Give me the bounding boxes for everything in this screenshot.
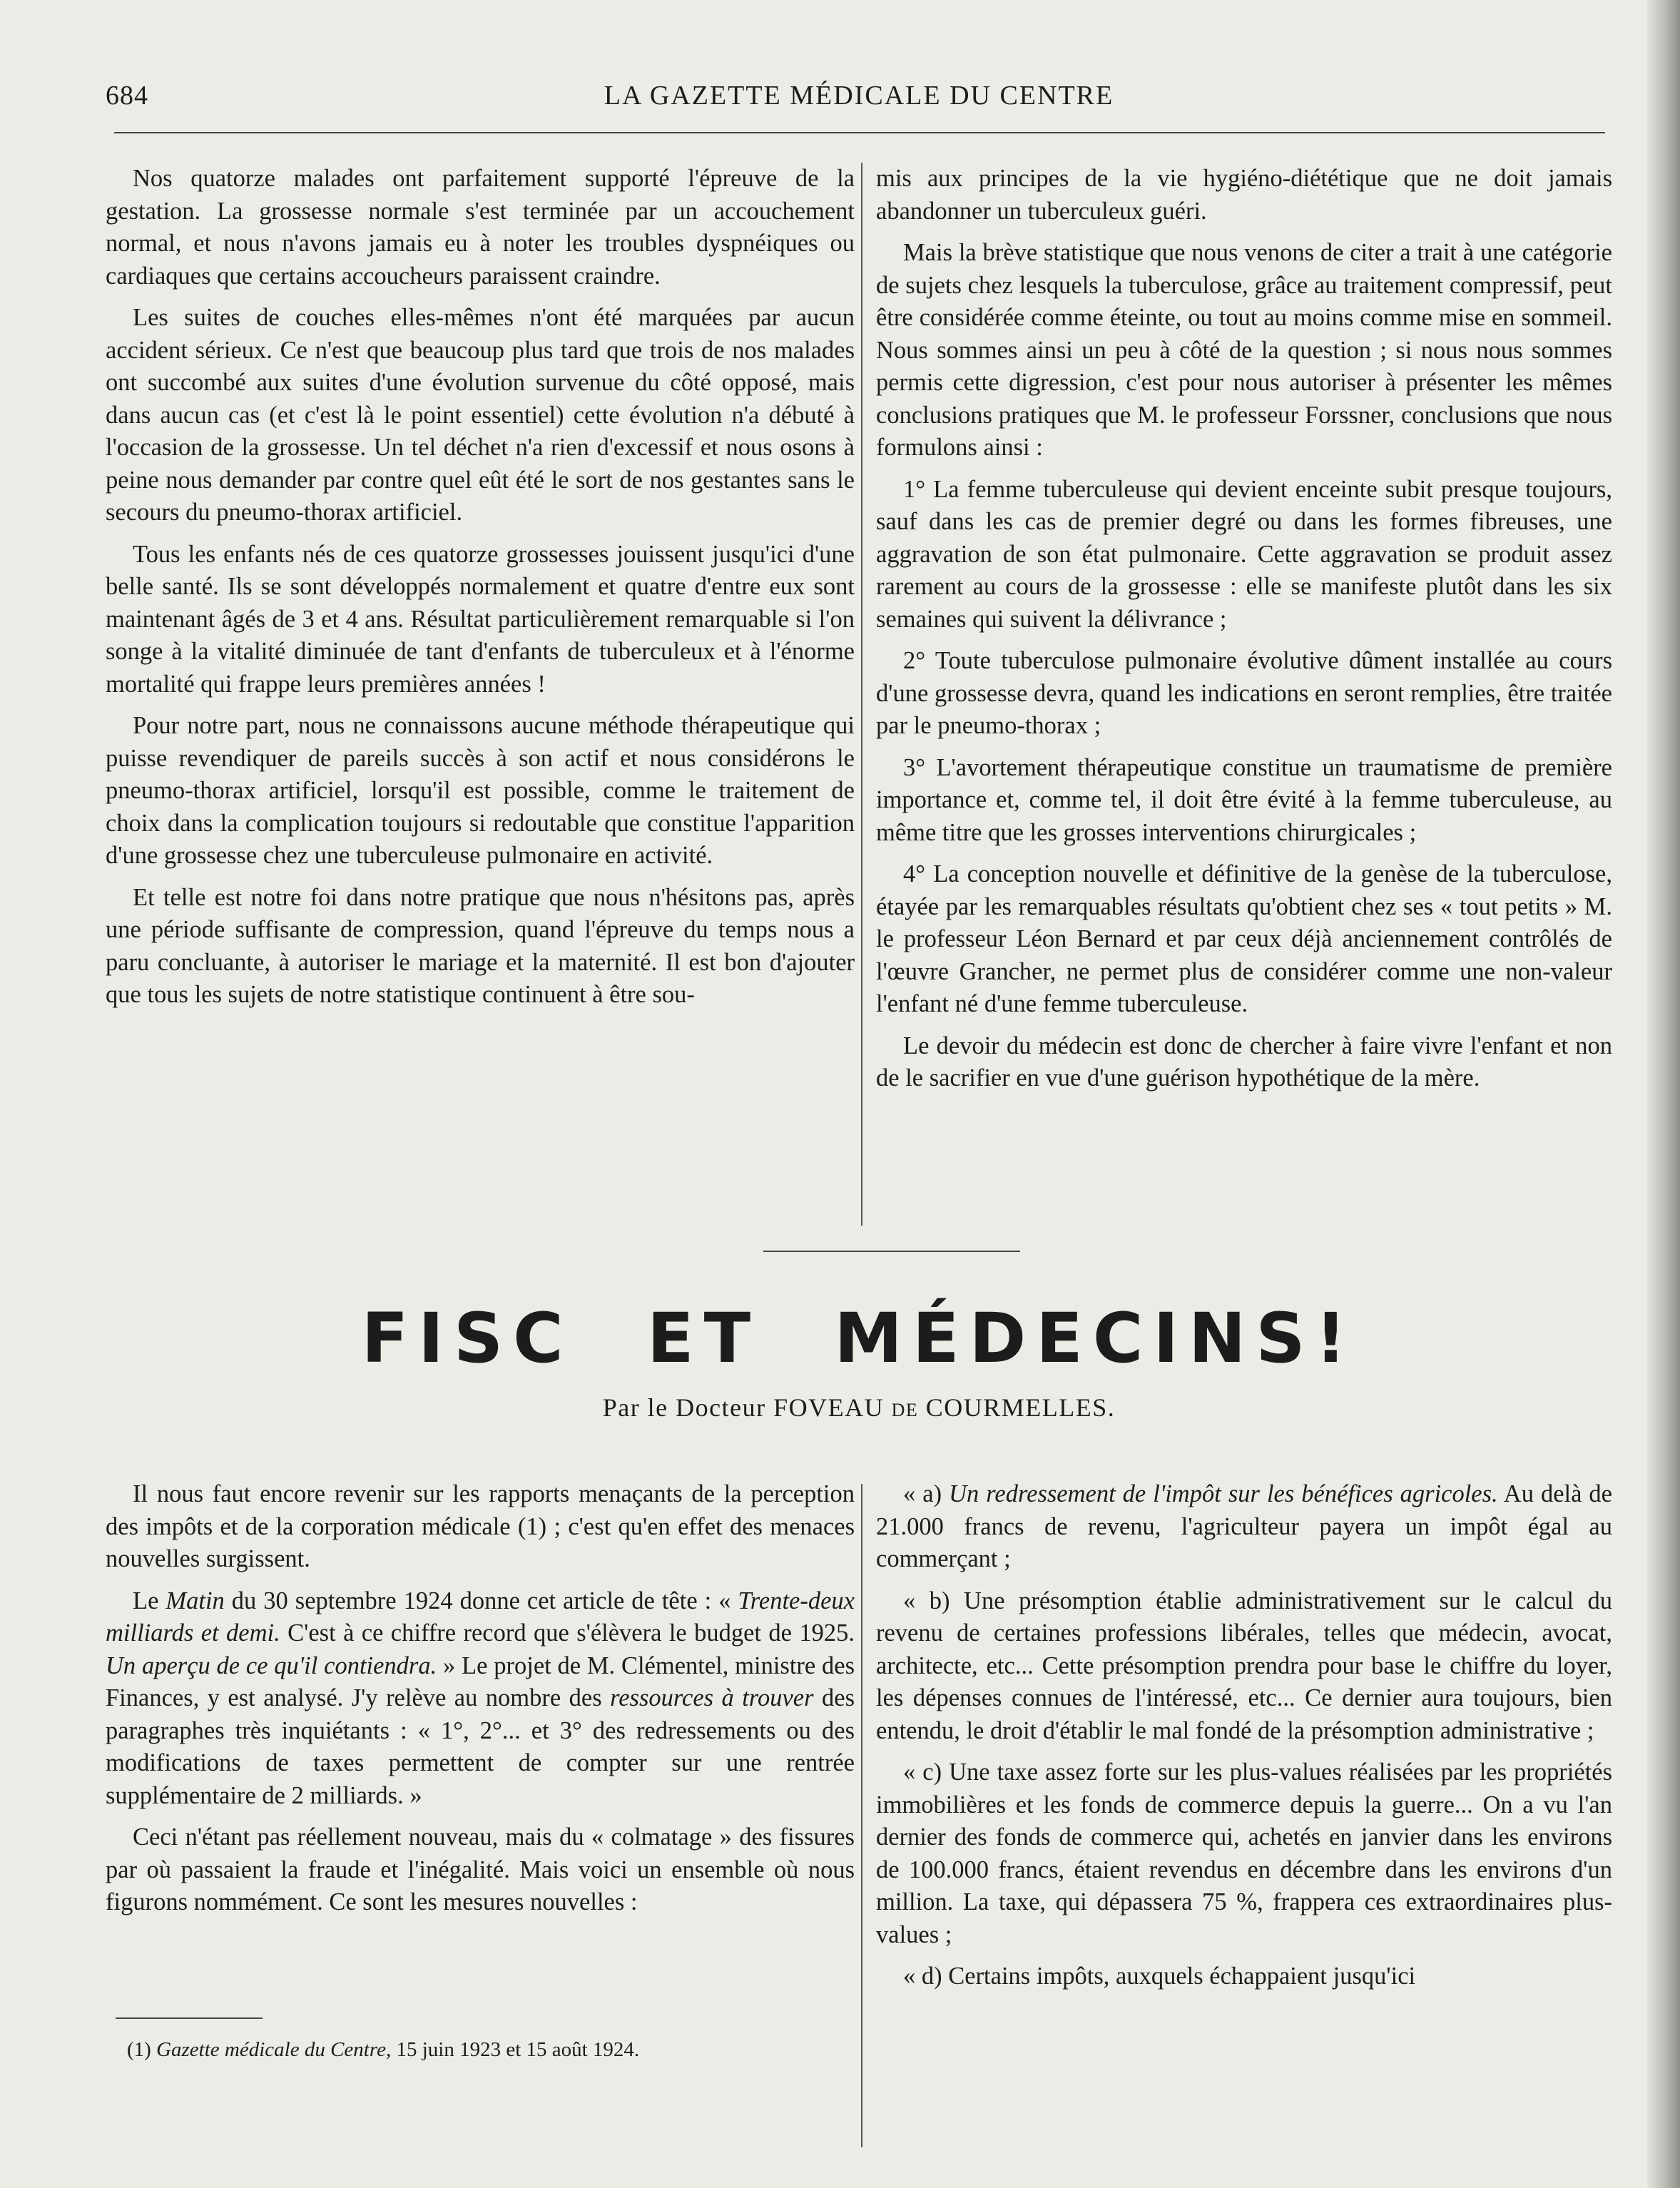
emphasis: ressources à trouver <box>610 1684 814 1711</box>
paragraph: Nos quatorze malades ont parfaitement supporté l'épreuve de la gestation. La grossesse normale s'est terminée par un accouchement normal, et nous n'avons jamais eu à noter les troubles dyspnéiques ou cardiaques que certains accoucheurs paraissent craindre. <box>106 165 855 290</box>
newspaper-title: Matin <box>166 1587 225 1614</box>
text-run: des paragraphes très inquiétants : « 1°, 2°... et 3° des redressements ou des modifications de taxes permettent de compter sur une rentrée supplémentaire de 2 milliards. » <box>106 1684 855 1809</box>
paragraph: Tous les enfants nés de ces quatorze grossesses jouissent jusqu'ici d'une belle santé. Ils se sont développés normalement et quatre d'entre eux sont maintenant âgés de 3 et 4 ans. Résultat particulièrement remarquable si l'on songe à la vitalité diminuée de tant d'enfants de tuberculeux et à l'énorme mortalité qui frappe leurs premières années ! <box>106 540 855 698</box>
page-number: 684 <box>106 81 148 111</box>
top-right-column <box>876 163 1612 1104</box>
running-title: LA GAZETTE MÉDICALE DU CENTRE <box>604 81 1114 111</box>
footnote-source: Gazette médicale du Centre, <box>156 2038 392 2061</box>
text-run: « a) <box>903 1480 950 1507</box>
measure-item: « d) Certains impôts, auxquels échappaient jusqu'ici <box>903 1963 1416 1990</box>
conclusion-item: 1° La femme tuberculeuse qui devient enceinte subit presque toujours, sauf dans les cas de premier degré ou dans les formes fibreuses, une aggravation de son état pulmonaire. Cette aggravation se produit assez rarement au cours de la grossesse : elle se manifeste plutôt dans les six semaines qui suivent la délivrance ; <box>876 475 1612 633</box>
paragraph: Mais la brève statistique que nous venons de citer a trait à une catégorie de sujets chez lesquels la tuberculose, grâce au traitement compressif, peut être considérée comme éteinte, ou tout au moins comme mise en sommeil. Nous sommes ainsi un peu à côté de la question ; si nous nous sommes permis cette digression, c'est pour nous autoriser à présenter les mêmes conclusions pratiques que M. le professeur Forssner, conclusions que nous formulons ainsi : <box>876 239 1612 461</box>
conclusion-item: 3° L'avortement thérapeutique constitue un traumatisme de première importance et, comme tel, il doit être évité à la femme tuberculeuse, au même titre que les grosses interventions chirurgicales ; <box>876 753 1612 846</box>
conclusion-item: 2° Toute tuberculose pulmonaire évolutive dûment installée au cours d'une grossesse devra, quand les indications en seront remplies, être traitée par le pneumo-thorax ; <box>876 647 1612 739</box>
bottom-left-column <box>106 1478 855 1928</box>
article-byline <box>106 1393 1612 1423</box>
byline-name: COURMELLES. <box>925 1393 1116 1422</box>
article-title: FISC ET MÉDECINS! <box>361 1298 1357 1378</box>
column-rule <box>861 1484 862 2147</box>
text-run: Le <box>133 1587 166 1614</box>
paragraph: Les suites de couches elles-mêmes n'ont été marquées par aucun accident sérieux. Ce n'est que beaucoup plus tard que trois de nos malades ont succombé aux suites d'une évolution survenue du côté opposé, mais dans aucun cas (et c'est là le point essentiel) cette évolution n'a débuté à l'occasion de la grossesse. Un tel déchet n'a rien d'excessif et nous osons à peine nous demander par contre quel eût été le sort de nos gestantes sans le secours du pneumo-thorax artificiel. <box>106 304 855 526</box>
text-run: » Le projet de M. Clémentel, ministre des Finances, y est analysé. J'y relève au nombre des <box>106 1652 855 1711</box>
header-rule <box>114 132 1605 133</box>
text-run: Au delà de 21.000 francs de revenu, l'agriculteur payera un impôt égal au commerçant ; <box>876 1480 1612 1572</box>
quoted-subhead: Un aperçu de ce qu'il contiendra. <box>106 1652 437 1679</box>
paragraph: Ceci n'étant pas réellement nouveau, mais du « colmatage » des fissures par où passaient la fraude et l'inégalité. Mais voici un ensemble où nous figurons nommément. Ce sont les mesures nouvelles : <box>106 1823 855 1915</box>
measure-item: « b) Une présomption établie administrativement sur le calcul du revenu de certaines professions libérales, telles que médecin, avocat, architecte, etc... Cette présomption prendra pour base le chiffre du loyer, les dépenses connues de l'intéressé, etc... Ce dernier aura toujours, bien entendu, le droit d'établir le mal fondé de la présomption administrative ; <box>876 1587 1612 1744</box>
section-rule <box>763 1251 1020 1252</box>
paragraph <box>106 1585 855 1813</box>
paragraph: Pour notre part, nous ne connaissons aucune méthode thérapeutique qui puisse revendiquer de pareils succès à son actif et nous considérons le pneumo-thorax artificiel, lorsqu'il est possible, comme le traitement de choix dans la complication toujours si redoutable que constitue l'apparition d'une grossesse chez une tuberculeuse pulmonaire en activité. <box>106 712 855 869</box>
top-left-column <box>106 163 855 1021</box>
paragraph: Le devoir du médecin est donc de chercher à faire vivre l'enfant et non de le sacrifier en vue d'une guérison hypothétique de la mère. <box>876 1032 1612 1092</box>
conclusion-item: 4° La conception nouvelle et définitive de la genèse de la tuberculose, étayée par les remarquables résultats qu'obtient chez ses « tout petits » M. le professeur Léon Bernard et par ceux déjà anciennement contrôlés de l'œuvre Grancher, ne permet plus de considérer comme une non-valeur l'enfant né d'une femme tuberculeuse. <box>876 860 1612 1017</box>
text-run: C'est à ce chiffre record que s'élèvera le budget de 1925. <box>280 1619 855 1647</box>
paragraph: mis aux principes de la vie hygiéno-diététique que ne doit jamais abandonner un tuberculeux guéri. <box>876 165 1612 225</box>
column-rule <box>861 163 862 1226</box>
footnote-dates: 15 juin 1923 et 15 août 1924. <box>391 2038 640 2061</box>
byline-particle: DE <box>891 1400 919 1420</box>
footnote-rule <box>116 2017 263 2019</box>
bottom-right-column <box>876 1478 1612 2003</box>
byline-prefix: Par le Docteur FOVEAU <box>602 1393 885 1422</box>
page-header <box>106 80 1612 123</box>
text-run: du 30 septembre 1924 donne cet article de tête : « <box>224 1587 738 1614</box>
paragraph: Il nous faut encore revenir sur les rapports menaçants de la perception des impôts et de la corporation médicale (1) ; c'est qu'en effet des menaces nouvelles surgissent. <box>106 1480 855 1572</box>
measure-item: « c) Une taxe assez forte sur les plus-values réalisées par les propriétés immobilières et les fonds de commerce depuis la guerre... On a vu l'an dernier des fonds de commerce qui, achetés en janvier dans les environs de 100.000 francs, étaient revendus en décembre dans les environs d'un million. La taxe, qui dépassera 75 %, frappera ces extraordinaires plus-values ; <box>876 1759 1612 1948</box>
page-edge-shadow <box>1647 0 1680 2188</box>
measure-item <box>876 1478 1612 1576</box>
quoted-headline: Trente-deux milliards et demi. <box>106 1587 855 1647</box>
emphasis: Un redressement de l'impôt sur les bénéfices agricoles. <box>949 1480 1498 1507</box>
paragraph: Et telle est notre foi dans notre pratique que nous n'hésitons pas, après une période suffisante de compression, quand l'épreuve du temps nous a paru concluante, à autoriser le mariage et la maternité. Il est bon d'ajouter que tous les sujets de notre statistique continuent à être sou- <box>106 883 855 1008</box>
footnote <box>127 2037 639 2062</box>
footnote-mark: (1) <box>127 2038 157 2061</box>
